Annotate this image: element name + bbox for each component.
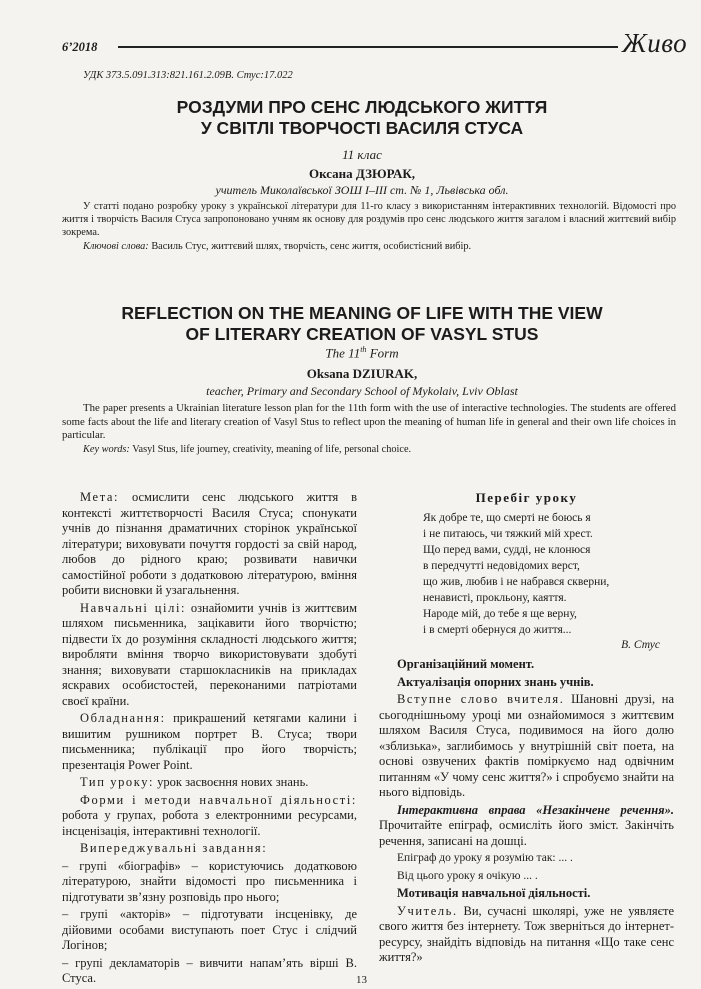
ua-author: Оксана ДЗЮРАК, xyxy=(308,166,416,181)
goal-paragraph xyxy=(62,490,357,599)
ua-title xyxy=(62,97,662,139)
poem-line: в передчутті недовідомих верст, xyxy=(423,559,580,572)
poem-line: Як добре те, що смерті не боюсь я xyxy=(423,511,591,524)
exercise-label: Інтерактивна вправа «Незакінчене речення». xyxy=(397,802,674,817)
task-reciters: – групі декламаторів – вивчити напам’ять вірші В. Стуса. xyxy=(62,955,357,985)
lesson-progress-heading: Перебіг уроку xyxy=(475,490,578,505)
en-grade xyxy=(62,345,662,361)
task-actors: – групі «акторів» – підготувати інсценівку, де дійовими особами виступають поет Стус і слідчий Логінов; xyxy=(62,907,357,952)
objectives-label: Навчальні цілі: xyxy=(80,600,187,615)
en-affiliation: teacher, Primary and Secondary School of Mykolaiv, Lviv Oblast xyxy=(206,384,518,398)
goal-label: Мета: xyxy=(80,490,120,504)
en-keywords xyxy=(83,443,673,456)
poem-line: Народе мій, до тебе я ще верну, xyxy=(423,607,577,620)
poem-line: і не питаюсь, чи тяжкий мій хрест. xyxy=(423,527,593,540)
poem-line: ненависті, прокльону, каяття. xyxy=(423,591,567,604)
intro-label: Вступне слово вчителя. xyxy=(397,692,565,706)
udk-code: УДК 373.5.091.313:821.161.2.09В. Стус:17.022 xyxy=(83,70,293,81)
methods-text: робота у групах, робота з електронними ресурсами, інсценізація, інтерактивні технології. xyxy=(62,808,357,838)
sentence-prompt-2: Від цього уроку я очікую ... . xyxy=(397,869,538,882)
advance-tasks-heading xyxy=(62,841,357,857)
knowledge-actualization: Актуалізація опорних знань учнів. xyxy=(397,674,594,689)
poem-author: В. Стус xyxy=(621,638,660,651)
teacher-paragraph xyxy=(379,904,674,966)
ua-keywords xyxy=(83,240,673,253)
advance-tasks-label: Випереджувальні завдання: xyxy=(80,841,268,855)
journal-logo: Живо xyxy=(622,28,688,58)
ua-title-line-1: РОЗДУМИ ПРО СЕНС ЛЮДСЬКОГО ЖИТТЯ xyxy=(176,97,548,117)
methods-label: Форми і методи навчальної діяльності: xyxy=(80,792,357,807)
goal-text: осмислити сенс людського життя в контексті життєтворчості Василя Стуса; спонукати учнів до пізнання драматичних сторінок української літератури; виховувати почуття гордості за свій народ, любов до рідного краю; розвивати навички самостійної роботи з додатковою літературою, вміння робити висновки й узагальнення. xyxy=(62,490,357,597)
poem-line: і в смерті обернуся до життя... xyxy=(423,623,572,636)
en-author: Oksana DZIURAK, xyxy=(306,366,418,381)
equipment-label: Обладнання: xyxy=(80,711,166,725)
page-number: 13 xyxy=(356,974,367,986)
objectives-paragraph xyxy=(62,601,357,710)
poem-line: що жив, любив і не набрався скверни, xyxy=(423,575,610,588)
methods-paragraph xyxy=(62,793,357,840)
motivation-heading: Мотивація навчальної діяльності. xyxy=(397,886,591,900)
ua-affiliation: учитель Миколаївської ЗОШ І–ІІІ ст. № 1, Львівська обл. xyxy=(215,183,509,197)
task-biographers: – групі «біографів» – користуючись додатковою літературою, знайти відомості про письменника і підготувати зв’язну розповідь про нього; xyxy=(62,858,357,904)
objectives-text: ознайомити учнів із життєвим шляхом письменника, зацікавити його творчістю; підвести їх до розуміння складності людського життя; виробляти вміння творчо використовувати здобуті знання; виховувати старшокласників на прикладах яскравих особистостей, переконаними патріотами своєї країни. xyxy=(62,600,357,708)
lesson-type-paragraph xyxy=(62,775,357,791)
intro-paragraph xyxy=(379,692,674,801)
en-grade-post: Form xyxy=(366,345,399,361)
epigraph-poem xyxy=(423,510,674,638)
equipment-paragraph xyxy=(62,711,357,773)
lesson-type-label: Тип уроку: xyxy=(80,775,155,789)
poem-line: Що перед вами, судді, не клонюся xyxy=(423,543,591,556)
en-grade-pre: The 11 xyxy=(325,345,361,361)
en-title-line-1: REFLECTION ON THE MEANING OF LIFE WITH THE VIEW xyxy=(121,303,603,323)
en-keywords-text: Vasyl Stus, life journey, creativity, meaning of life, personal choice. xyxy=(132,444,412,455)
equipment-text: прикрашений кетягами калини і вишитим рушником портрет В. Стуса; твори письменника; публікації про його творчість; презентація Power Point. xyxy=(62,711,357,772)
header-rule xyxy=(118,46,618,48)
intro-text: Шановні друзі, на сьогоднішньому уроці ми ознайомимося з життєвим шляхом Василя Стуса, подивимося на його долю «зблизька», заглибимось у внутрішній світ поета, на основі озвучених фактів поміркуємо над одвічним питанням «У чому сенс життя?» і спробуємо знайти на нього відповідь. xyxy=(379,692,674,799)
issue-number: 6’2018 xyxy=(62,40,98,54)
en-abstract: The paper presents a Ukrainian literature lesson plan for the 11th form with the use of interactive technologies. The students are offered some facts about the life and literary creation of Vasyl Stus to reflect upon the meaning of human life in general and their own life choices in particular. xyxy=(62,402,676,441)
en-grade-sup: th xyxy=(360,345,367,354)
teacher-label: Учитель. xyxy=(397,903,458,918)
ua-keywords-label: Ключові слова: xyxy=(83,241,149,252)
left-column xyxy=(62,490,357,989)
en-keywords-label: Key words: xyxy=(83,444,130,455)
right-column xyxy=(379,490,674,968)
en-title-line-2: OF LITERARY CREATION OF VASYL STUS xyxy=(185,324,539,344)
org-moment: Організаційний момент. xyxy=(397,657,535,671)
exercise-paragraph xyxy=(379,803,674,850)
ua-title-line-2: У СВІТЛІ ТВОРЧОСТІ ВАСИЛЯ СТУСА xyxy=(200,118,524,138)
ua-abstract: У статті подано розробку уроку з української літератури для 11-го класу з використанням інтерактивних технологій. Відомості про життя і творчість Василя Стуса запропоновано учням як основу для роздумів про сенс людського життя загалом і власний життєвий вибір зокрема. xyxy=(62,201,676,238)
lesson-type-text: урок засвоєння нових знань. xyxy=(157,775,309,789)
en-title xyxy=(62,303,662,345)
exercise-text: Прочитайте епіграф, осмисліть його зміст. Закінчіть речення, записані на дошці. xyxy=(379,818,674,848)
teacher-text: Ви, сучасні школярі, уже не уявляєте свого життя без інтернету. Тож зверніться до інтернет-ресурсу, знайдіть відповідь на питання «Що таке сенс життя?» xyxy=(379,903,674,964)
sentence-prompt-1: Епіграф до уроку я розумію так: ... . xyxy=(397,852,573,864)
ua-grade: 11 клас xyxy=(342,147,382,162)
ua-keywords-text: Василь Стус, життєвий шлях, творчість, сенс життя, особистісний вибір. xyxy=(151,241,472,252)
